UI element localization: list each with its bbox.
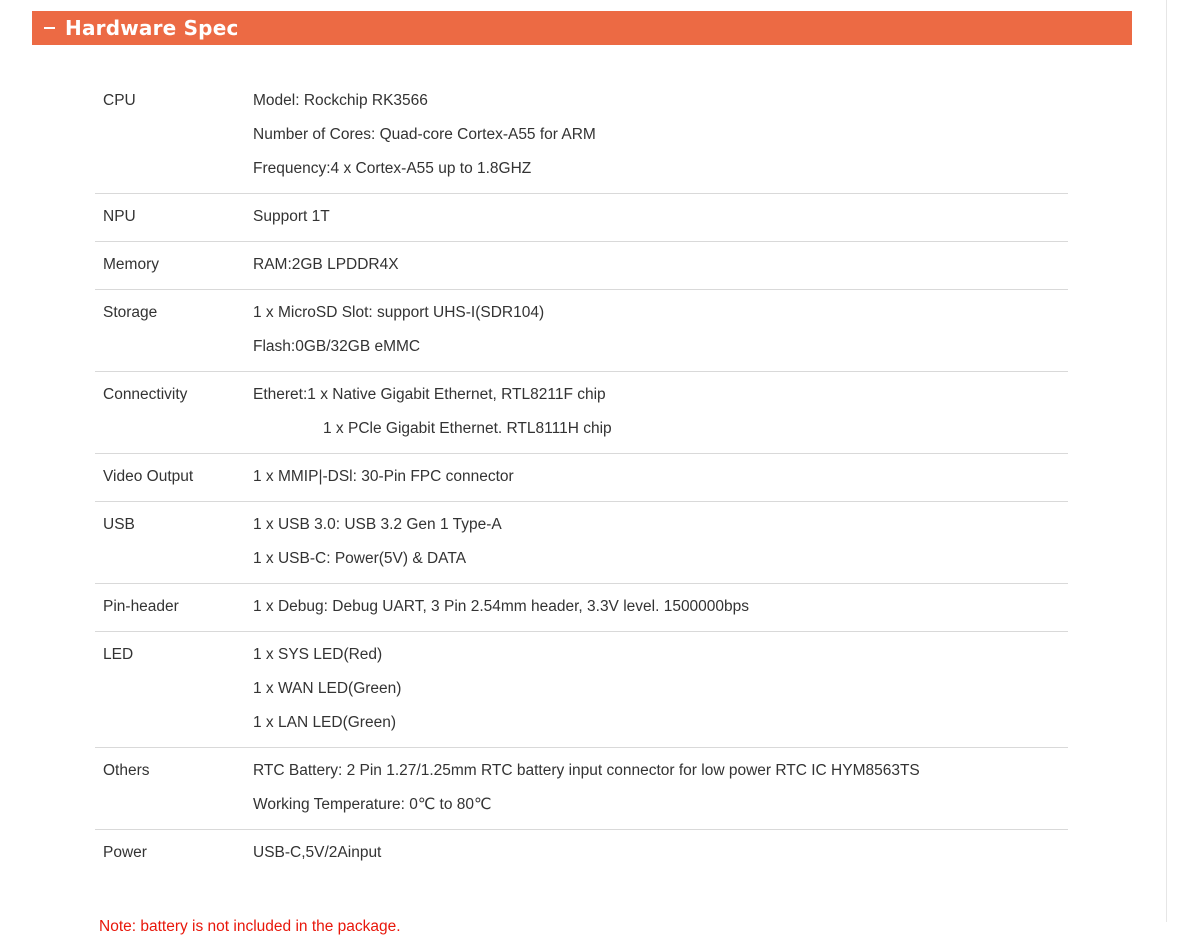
spec-row-usb [95, 502, 1068, 584]
spec-row-others [95, 748, 1068, 830]
spec-value: Frequency:4 x Cortex-A55 up to 1.8GHZ [253, 160, 532, 177]
spec-value: Working Temperature: 0℃ to 80℃ [253, 796, 492, 813]
spec-row-npu [95, 194, 1068, 242]
spec-value: 1 x USB 3.0: USB 3.2 Gen 1 Type-A [253, 516, 502, 533]
spec-row-storage [95, 290, 1068, 372]
battery-note: Note: battery is not included in the package. [99, 918, 401, 935]
spec-label: Others [103, 762, 150, 779]
spec-value: Model: Rockchip RK3566 [253, 92, 428, 109]
spec-value: USB-C,5V/2Ainput [253, 844, 382, 861]
spec-value: 1 x USB-C: Power(5V) & DATA [253, 550, 467, 567]
spec-label: Memory [103, 256, 159, 273]
spec-row-power [95, 830, 1068, 877]
spec-value: 1 x LAN LED(Green) [253, 714, 396, 731]
spec-label: Connectivity [103, 386, 188, 403]
spec-value: Flash:0GB/32GB eMMC [253, 338, 421, 355]
spec-values [253, 84, 1068, 186]
spec-values [253, 248, 1068, 282]
section-title: Hardware Spec [65, 16, 239, 40]
spec-label: USB [103, 516, 135, 533]
spec-values [253, 296, 1068, 364]
spec-label: Storage [103, 304, 158, 321]
spec-table [95, 78, 1068, 877]
spec-value: Number of Cores: Quad-core Cortex-A55 for ARM [253, 126, 596, 143]
spec-label: CPU [103, 92, 136, 109]
spec-label: Video Output [103, 468, 194, 485]
spec-label: LED [103, 646, 134, 663]
page-edge-divider [1166, 0, 1167, 922]
spec-values [253, 200, 1068, 234]
spec-value: 1 x MicroSD Slot: support UHS-I(SDR104) [253, 304, 545, 321]
spec-value: 1 x SYS LED(Red) [253, 646, 383, 663]
spec-value: 1 x WAN LED(Green) [253, 680, 402, 697]
section-header-hardware-spec[interactable] [32, 11, 1132, 45]
spec-value: RAM:2GB LPDDR4X [253, 256, 399, 273]
spec-values [253, 638, 1068, 740]
spec-value: 1 x MMIP|-DSl: 30-Pin FPC connector [253, 468, 514, 485]
spec-value: Etheret:1 x Native Gigabit Ethernet, RTL8211F chip [253, 386, 606, 403]
spec-row-led [95, 632, 1068, 748]
spec-row-memory [95, 242, 1068, 290]
spec-values [253, 590, 1068, 624]
spec-values [253, 754, 1068, 822]
spec-value: RTC Battery: 2 Pin 1.27/1.25mm RTC battery input connector for low power RTC IC HYM8563TS [253, 762, 920, 779]
spec-row-cpu [95, 78, 1068, 194]
minus-icon[interactable] [44, 27, 55, 29]
spec-value: Support 1T [253, 208, 330, 225]
spec-row-pin-header [95, 584, 1068, 632]
spec-value: 1 x Debug: Debug UART, 3 Pin 2.54mm header, 3.3V level. 1500000bps [253, 598, 750, 615]
spec-values [253, 460, 1068, 494]
spec-row-video-output [95, 454, 1068, 502]
spec-values [253, 508, 1068, 576]
spec-value: 1 x PCle Gigabit Ethernet. RTL8111H chip [323, 420, 612, 437]
spec-label: Pin-header [103, 598, 179, 615]
spec-values [253, 836, 1068, 870]
spec-values [253, 378, 1068, 446]
spec-label: Power [103, 844, 147, 861]
spec-label: NPU [103, 208, 136, 225]
spec-row-connectivity [95, 372, 1068, 454]
